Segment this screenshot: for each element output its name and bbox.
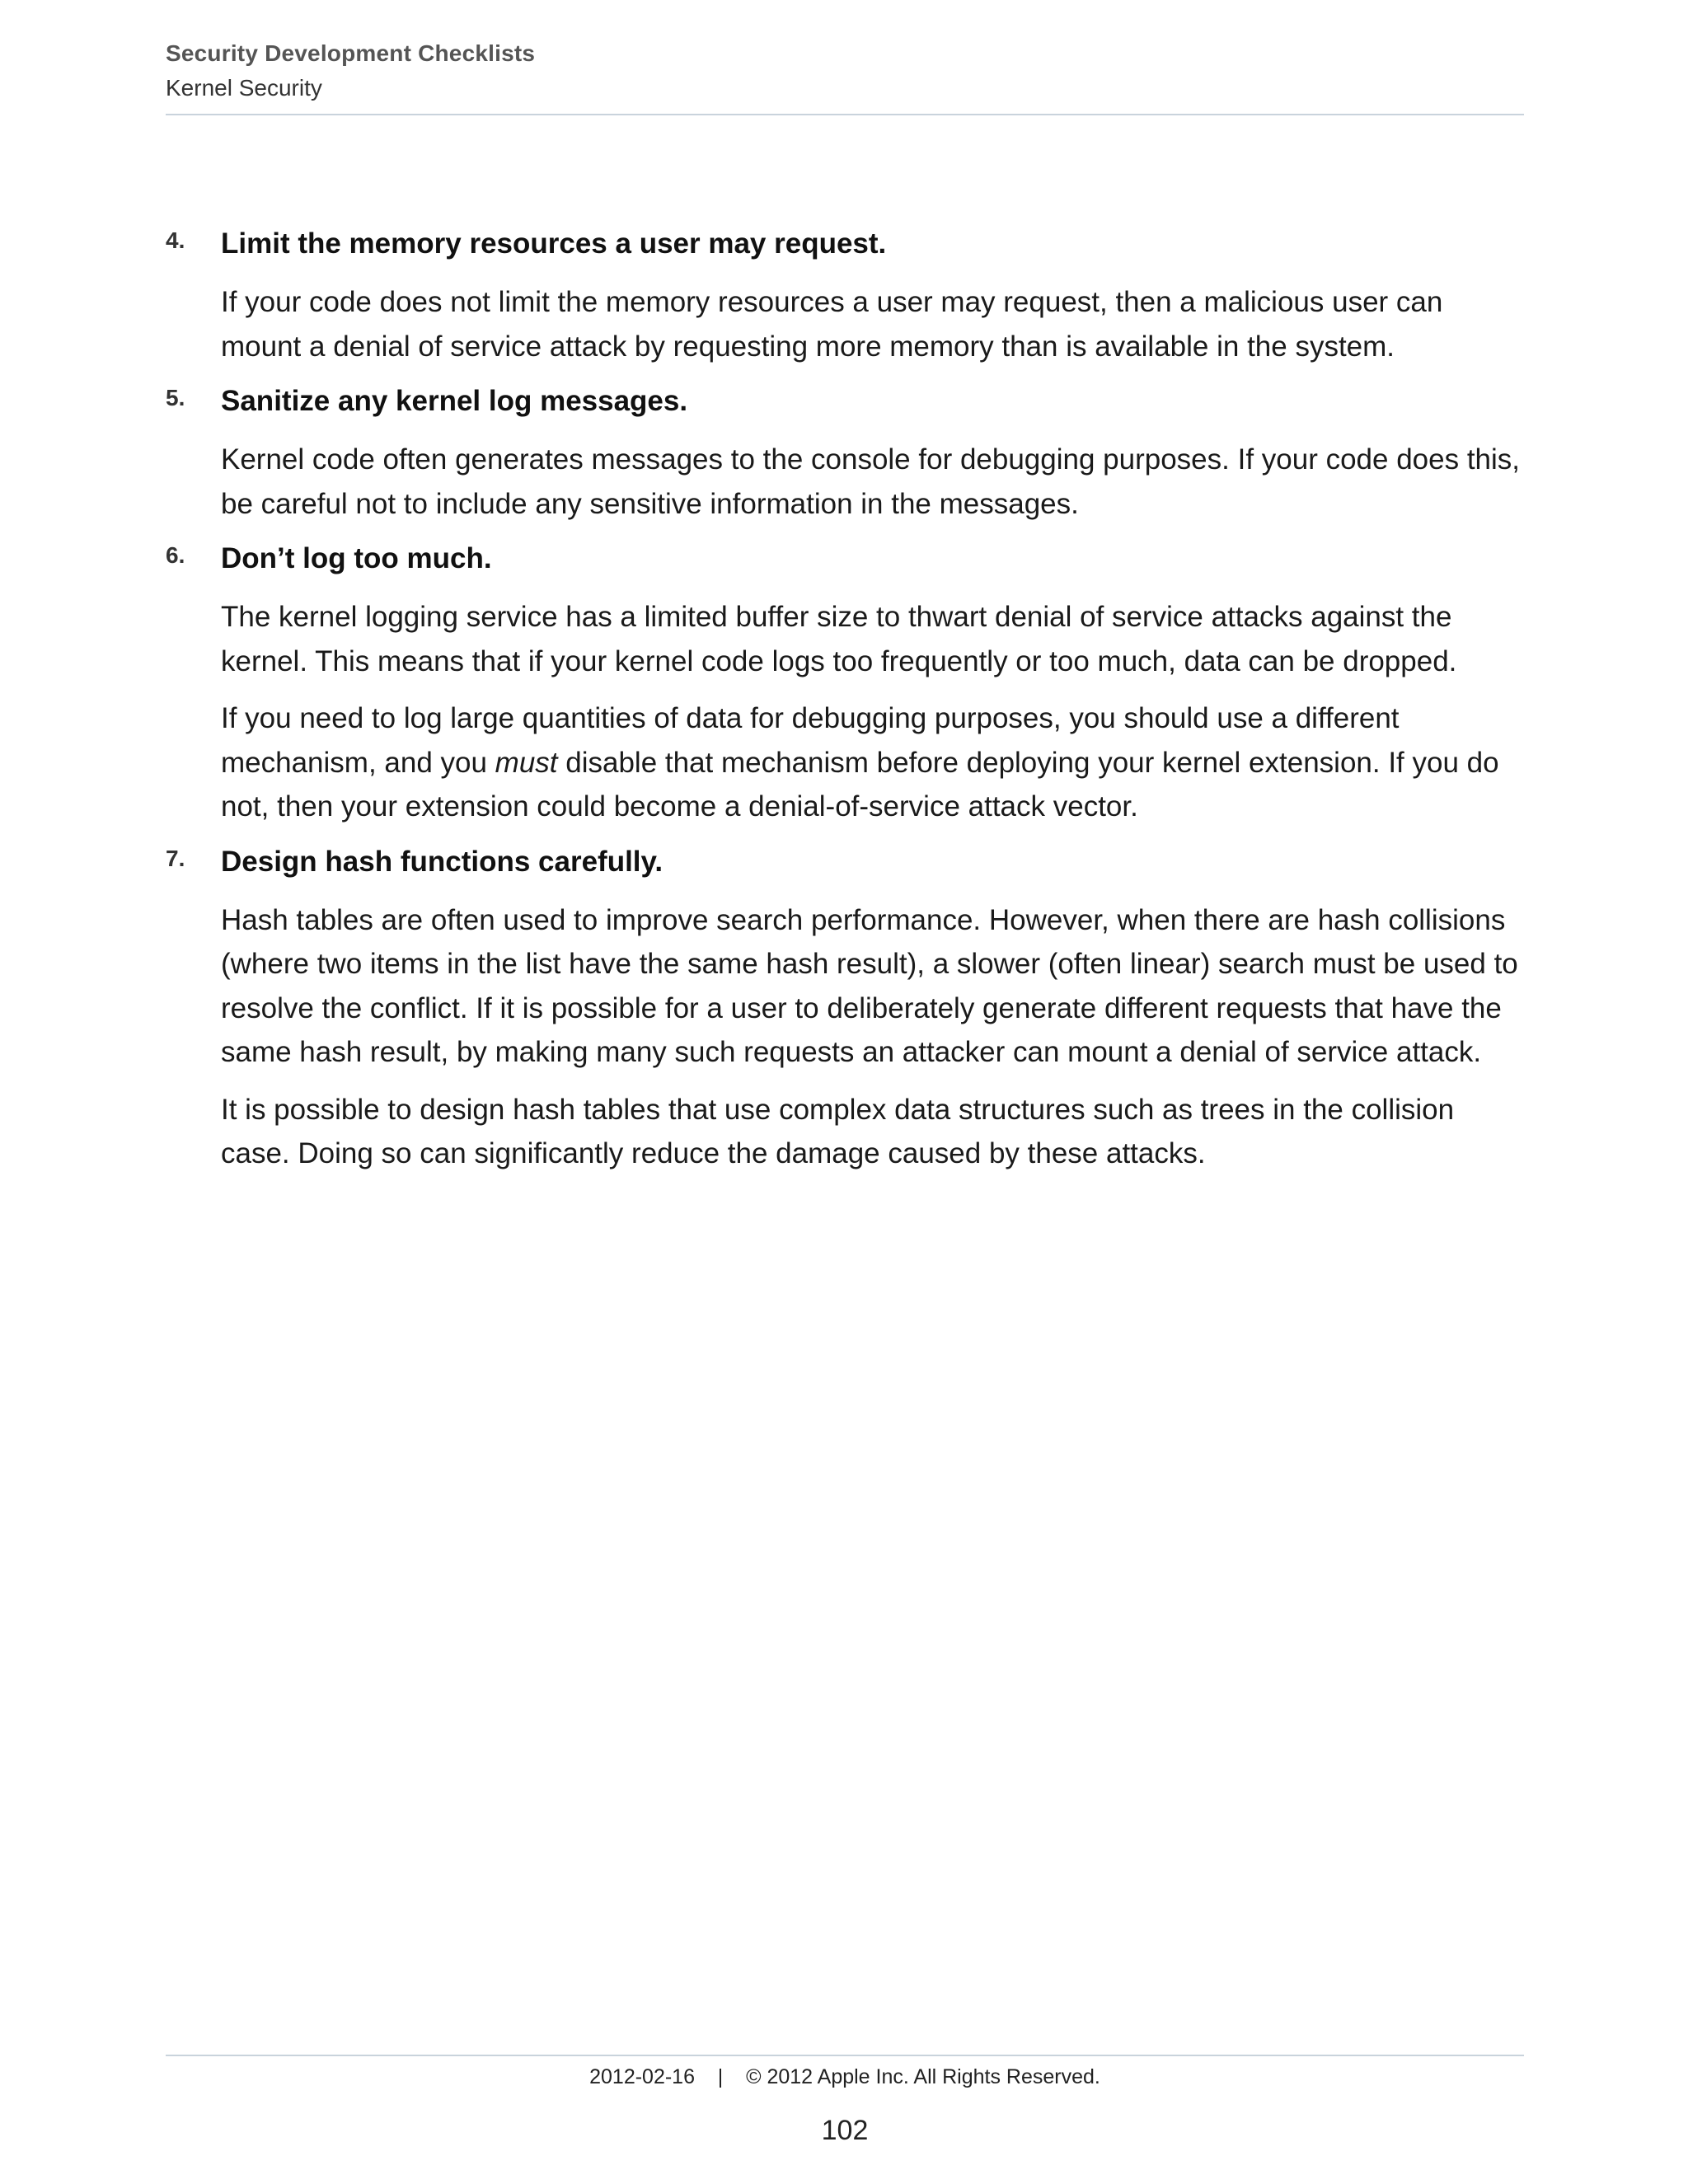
item-paragraph: The kernel logging service has a limited buffer size to thwart denial of service attacks against the kernel. This means that if your kernel code logs too frequently or too much, data can be dropped. — [221, 601, 1457, 677]
item-heading: Don’t log too much. — [221, 542, 492, 574]
item-heading: Sanitize any kernel log messages. — [221, 385, 688, 417]
item-heading: Design hash functions carefully. — [221, 845, 663, 878]
checklist-item-4 — [166, 224, 1524, 368]
footer-meta — [166, 2065, 1524, 2089]
emphasis-text: must — [495, 746, 558, 779]
item-heading: Limit the memory resources a user may request. — [221, 227, 887, 260]
item-paragraph: If your code does not limit the memory resources a user may request, then a malicious user can mount a denial of service attack by requesting more memory than is available in the system. — [221, 286, 1443, 363]
page-header — [166, 36, 1524, 105]
footer-separator: | — [717, 2065, 724, 2088]
footer-copyright: © 2012 Apple Inc. All Rights Reserved. — [746, 2065, 1100, 2088]
item-number: 5. — [166, 385, 185, 410]
item-number: 6. — [166, 542, 185, 568]
document-title: Security Development Checklists — [166, 40, 536, 66]
paragraph-text-before: If you need to log large quantities of data for debugging purposes, you should use a different mechanism, and you — [221, 702, 1400, 779]
item-number: 7. — [166, 845, 185, 871]
checklist — [166, 224, 1524, 1189]
page-number: 102 — [821, 2115, 869, 2146]
checklist-item-5 — [166, 382, 1524, 526]
header-divider — [166, 114, 1524, 115]
item-paragraph: It is possible to design hash tables that use complex data structures such as trees in the collision case. Doing so can significantly reduce the damage caused by these attacks. — [221, 1093, 1455, 1169]
checklist-item-7 — [166, 842, 1524, 1176]
checklist-item-6 — [166, 539, 1524, 829]
footer-date: 2012-02-16 — [589, 2065, 695, 2088]
item-paragraph: Kernel code often generates messages to the console for debugging purposes. If your code does this, be careful not to include any sensitive information in the messages. — [221, 443, 1521, 520]
item-paragraph-emphasis — [221, 696, 1524, 829]
item-paragraph: Hash tables are often used to improve search performance. However, when there are hash collisions (where two items in the list have the same hash result), a slower (often linear) search must be used to resolve the conflict. If it is possible for a user to deliberately generate different requests that have the same hash result, by making many such requests an attacker can mount a denial of service attack. — [221, 903, 1518, 1068]
item-number: 4. — [166, 227, 185, 253]
section-title: Kernel Security — [166, 75, 322, 101]
paragraph-text-after: disable that mechanism before deploying your kernel extension. If you do not, then your extension could become a denial-of-service attack vector. — [221, 746, 1499, 823]
footer-divider — [166, 2055, 1524, 2056]
